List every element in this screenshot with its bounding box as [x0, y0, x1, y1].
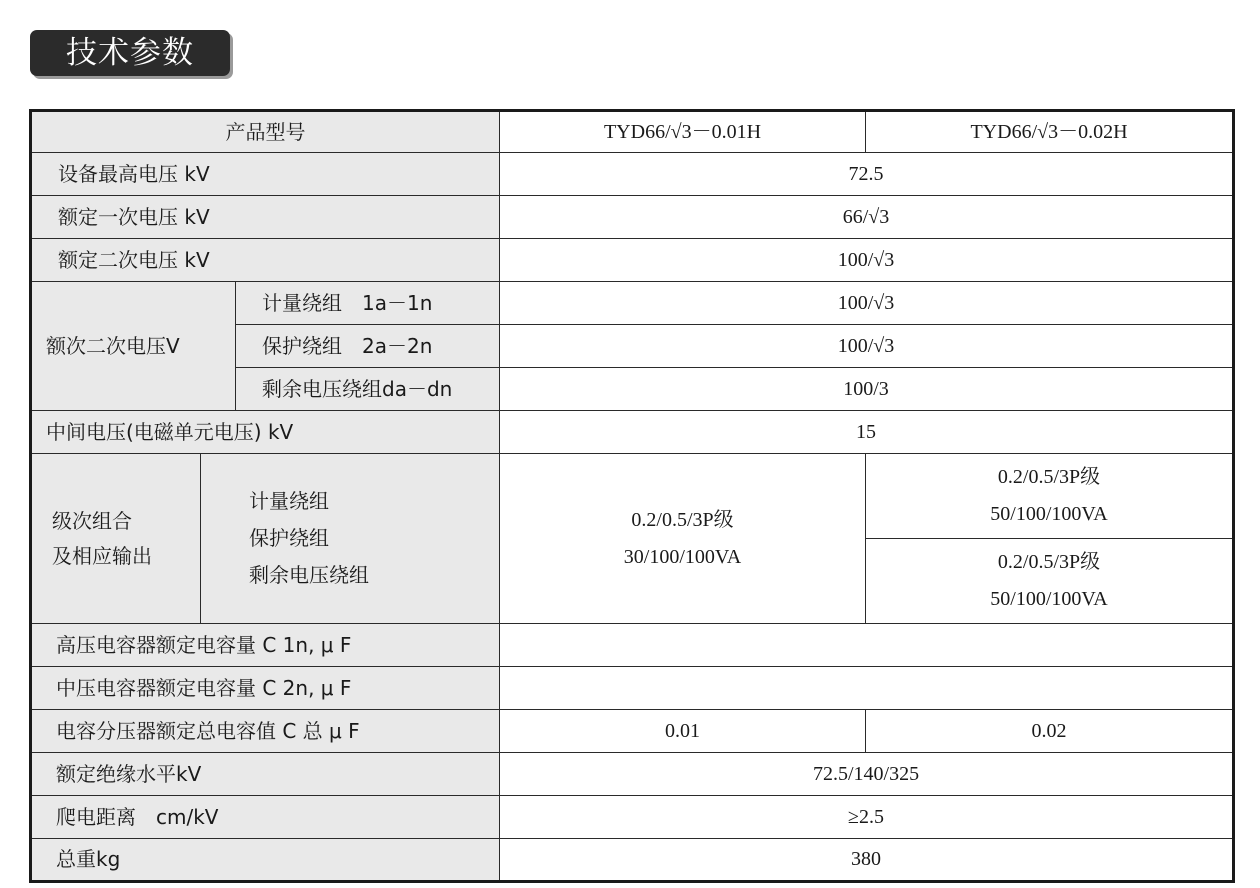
weight-value: 380	[500, 839, 1234, 882]
class-combo-value-2b	[866, 539, 1234, 624]
header-label: 产品型号	[31, 111, 500, 153]
rated-primary-label: 额定一次电压 kV	[31, 196, 500, 239]
class-combo-windings	[201, 454, 500, 624]
model-2: TYD66/√3－0.02H	[866, 111, 1234, 153]
secondary-group-label: 额次二次电压V	[31, 282, 236, 411]
class-combo-residual: 剩余电压绕组	[249, 563, 369, 587]
mv-capacitance-value	[500, 667, 1234, 710]
metering-winding-label: 计量绕组 1a－1n	[236, 282, 500, 325]
intermediate-voltage-value: 15	[500, 411, 1234, 454]
max-voltage-value: 72.5	[500, 153, 1234, 196]
table-row	[31, 454, 1234, 539]
residual-winding-value: 100/3	[500, 368, 1234, 411]
class-combo-value-2a-line-1: 0.2/0.5/3P级	[997, 466, 1101, 488]
table-row	[31, 710, 1234, 753]
protection-winding-value: 100/√3	[500, 325, 1234, 368]
table-row-header	[31, 111, 1234, 153]
table-row	[31, 153, 1234, 196]
protection-winding-label: 保护绕组 2a－2n	[236, 325, 500, 368]
insulation-level-value: 72.5/140/325	[500, 753, 1234, 796]
class-combo-label-line-2: 及相应输出	[52, 543, 152, 568]
weight-label: 总重kg	[31, 839, 500, 882]
class-combo-value-2a	[866, 454, 1234, 539]
class-combo-protection: 保护绕组	[249, 526, 329, 550]
table-row	[31, 796, 1234, 839]
table-row	[31, 282, 1234, 325]
section-title: 技术参数	[30, 30, 230, 76]
model-1: TYD66/√3－0.01H	[500, 111, 866, 153]
hv-capacitance-value	[500, 624, 1234, 667]
creepage-label: 爬电距离 cm/kV	[31, 796, 500, 839]
class-combo-value-2b-line-2: 50/100/100VA	[990, 588, 1108, 610]
intermediate-voltage-label: 中间电压(电磁单元电压) kV	[31, 411, 500, 454]
rated-secondary-value: 100/√3	[500, 239, 1234, 282]
metering-winding-value: 100/√3	[500, 282, 1234, 325]
creepage-value: ≥2.5	[500, 796, 1234, 839]
class-combo-value-1-line-1: 0.2/0.5/3P级	[631, 508, 734, 531]
max-voltage-label: 设备最高电压 kV	[31, 153, 500, 196]
rated-secondary-label: 额定二次电压 kV	[31, 239, 500, 282]
class-combo-value-1-line-2: 30/100/100VA	[623, 545, 742, 568]
table-row	[31, 753, 1234, 796]
class-combo-metering: 计量绕组	[249, 489, 329, 513]
table-row	[31, 667, 1234, 710]
mv-capacitance-label: 中压电容器额定电容量 C 2n, μ F	[31, 667, 500, 710]
hv-capacitance-label: 高压电容器额定电容量 C 1n, μ F	[31, 624, 500, 667]
table-row	[31, 839, 1234, 882]
insulation-level-label: 额定绝缘水平kV	[31, 753, 500, 796]
table-row	[31, 624, 1234, 667]
total-capacitance-label: 电容分压器额定总电容值 C 总 μ F	[31, 710, 500, 753]
total-capacitance-value-1: 0.01	[500, 710, 866, 753]
residual-winding-label: 剩余电压绕组da－dn	[236, 368, 500, 411]
class-combo-value-2a-line-2: 50/100/100VA	[990, 503, 1108, 525]
total-capacitance-value-2: 0.02	[866, 710, 1234, 753]
table-row	[31, 239, 1234, 282]
spec-table	[29, 109, 1235, 883]
table-row	[31, 196, 1234, 239]
class-combo-value-1	[500, 454, 866, 624]
table-row	[31, 411, 1234, 454]
class-combo-label	[31, 454, 201, 624]
class-combo-label-line-1: 级次组合	[52, 508, 132, 533]
rated-primary-value: 66/√3	[500, 196, 1234, 239]
class-combo-value-2b-line-1: 0.2/0.5/3P级	[997, 551, 1101, 573]
